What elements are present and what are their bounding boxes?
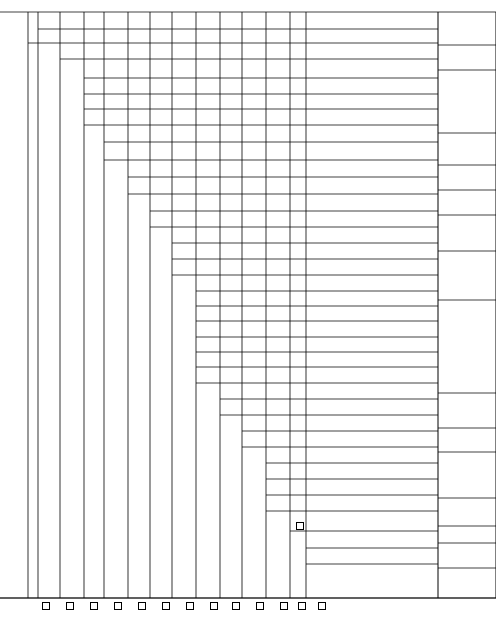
model-code-box xyxy=(90,602,98,610)
model-code-box xyxy=(256,602,264,610)
density-box xyxy=(296,522,304,530)
model-code-box xyxy=(210,602,218,610)
model-code-box xyxy=(162,602,170,610)
model-code-box xyxy=(66,602,74,610)
model-code-box xyxy=(232,602,240,610)
model-code-box xyxy=(138,602,146,610)
model-code-box xyxy=(42,602,50,610)
model-code-box xyxy=(280,602,288,610)
model-code-box xyxy=(318,602,326,610)
model-code-box xyxy=(298,602,306,610)
model-code-box xyxy=(114,602,122,610)
model-code-box xyxy=(186,602,194,610)
